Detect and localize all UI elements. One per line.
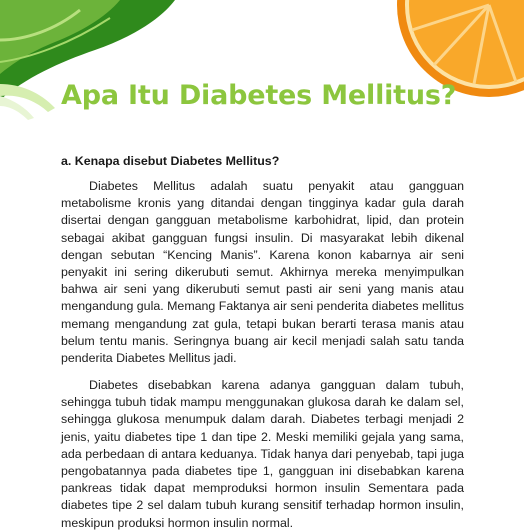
body-paragraph-2: Diabetes disebabkan karena adanya gangguan dalam tubuh, sehingga tubuh tidak mampu menggunakan glukosa darah ke dalam sel, sehingga glukosa menumpuk dalam darah. Diabetes terbagi menjadi 2 jenis, yaitu diabetes tipe 1 dan tipe 2. Meski memiliki gejala yang sama, ada perbedaan di antara keduanya. Tidak hanya dari penyebab, tapi juga pengobatannya pada diabetes tipe 1, gangguan ini disebabkan karena pankreas tidak dapat memproduksi hormon insulin Sementara pada diabetes tipe 2 sel dalam tubuh kurang sensitif terhadap hormon insulin, meskipun produksi hormon insulin normal. xyxy=(61,378,464,530)
body-paragraph-1: Diabetes Mellitus adalah suatu penyakit atau gangguan metabolisme kronis yang ditandai dengan tingginya kadar gula darah disertai dengan gangguan metabolisme karbohidrat, lipid, dan protein sebagai akibat gangguan fungsi insulin. Di masyarakat lebih dikenal dengan sebutan “Kencing Manis”. Karena konon kabarnya air seni penyakit ini sering dikerubuti semut. Akhirnya mereka menyimpulkan bahwa air seni yang dikerubuti semut pasti air seni yang manis atau mengandung gula. Memang Faktanya air seni penderita diabetes mellitus memang mengandung zat gula, tetapi bukan berarti terasa manis atau belum tentu manis. Seringnya buang air kecil menjadi salah satu tanda penderita Diabetes Mellitus jadi. xyxy=(61,179,464,366)
page-title: Apa Itu Diabetes Mellitus? xyxy=(61,80,457,111)
section-heading: a. Kenapa disebut Diabetes Mellitus? xyxy=(61,154,280,168)
